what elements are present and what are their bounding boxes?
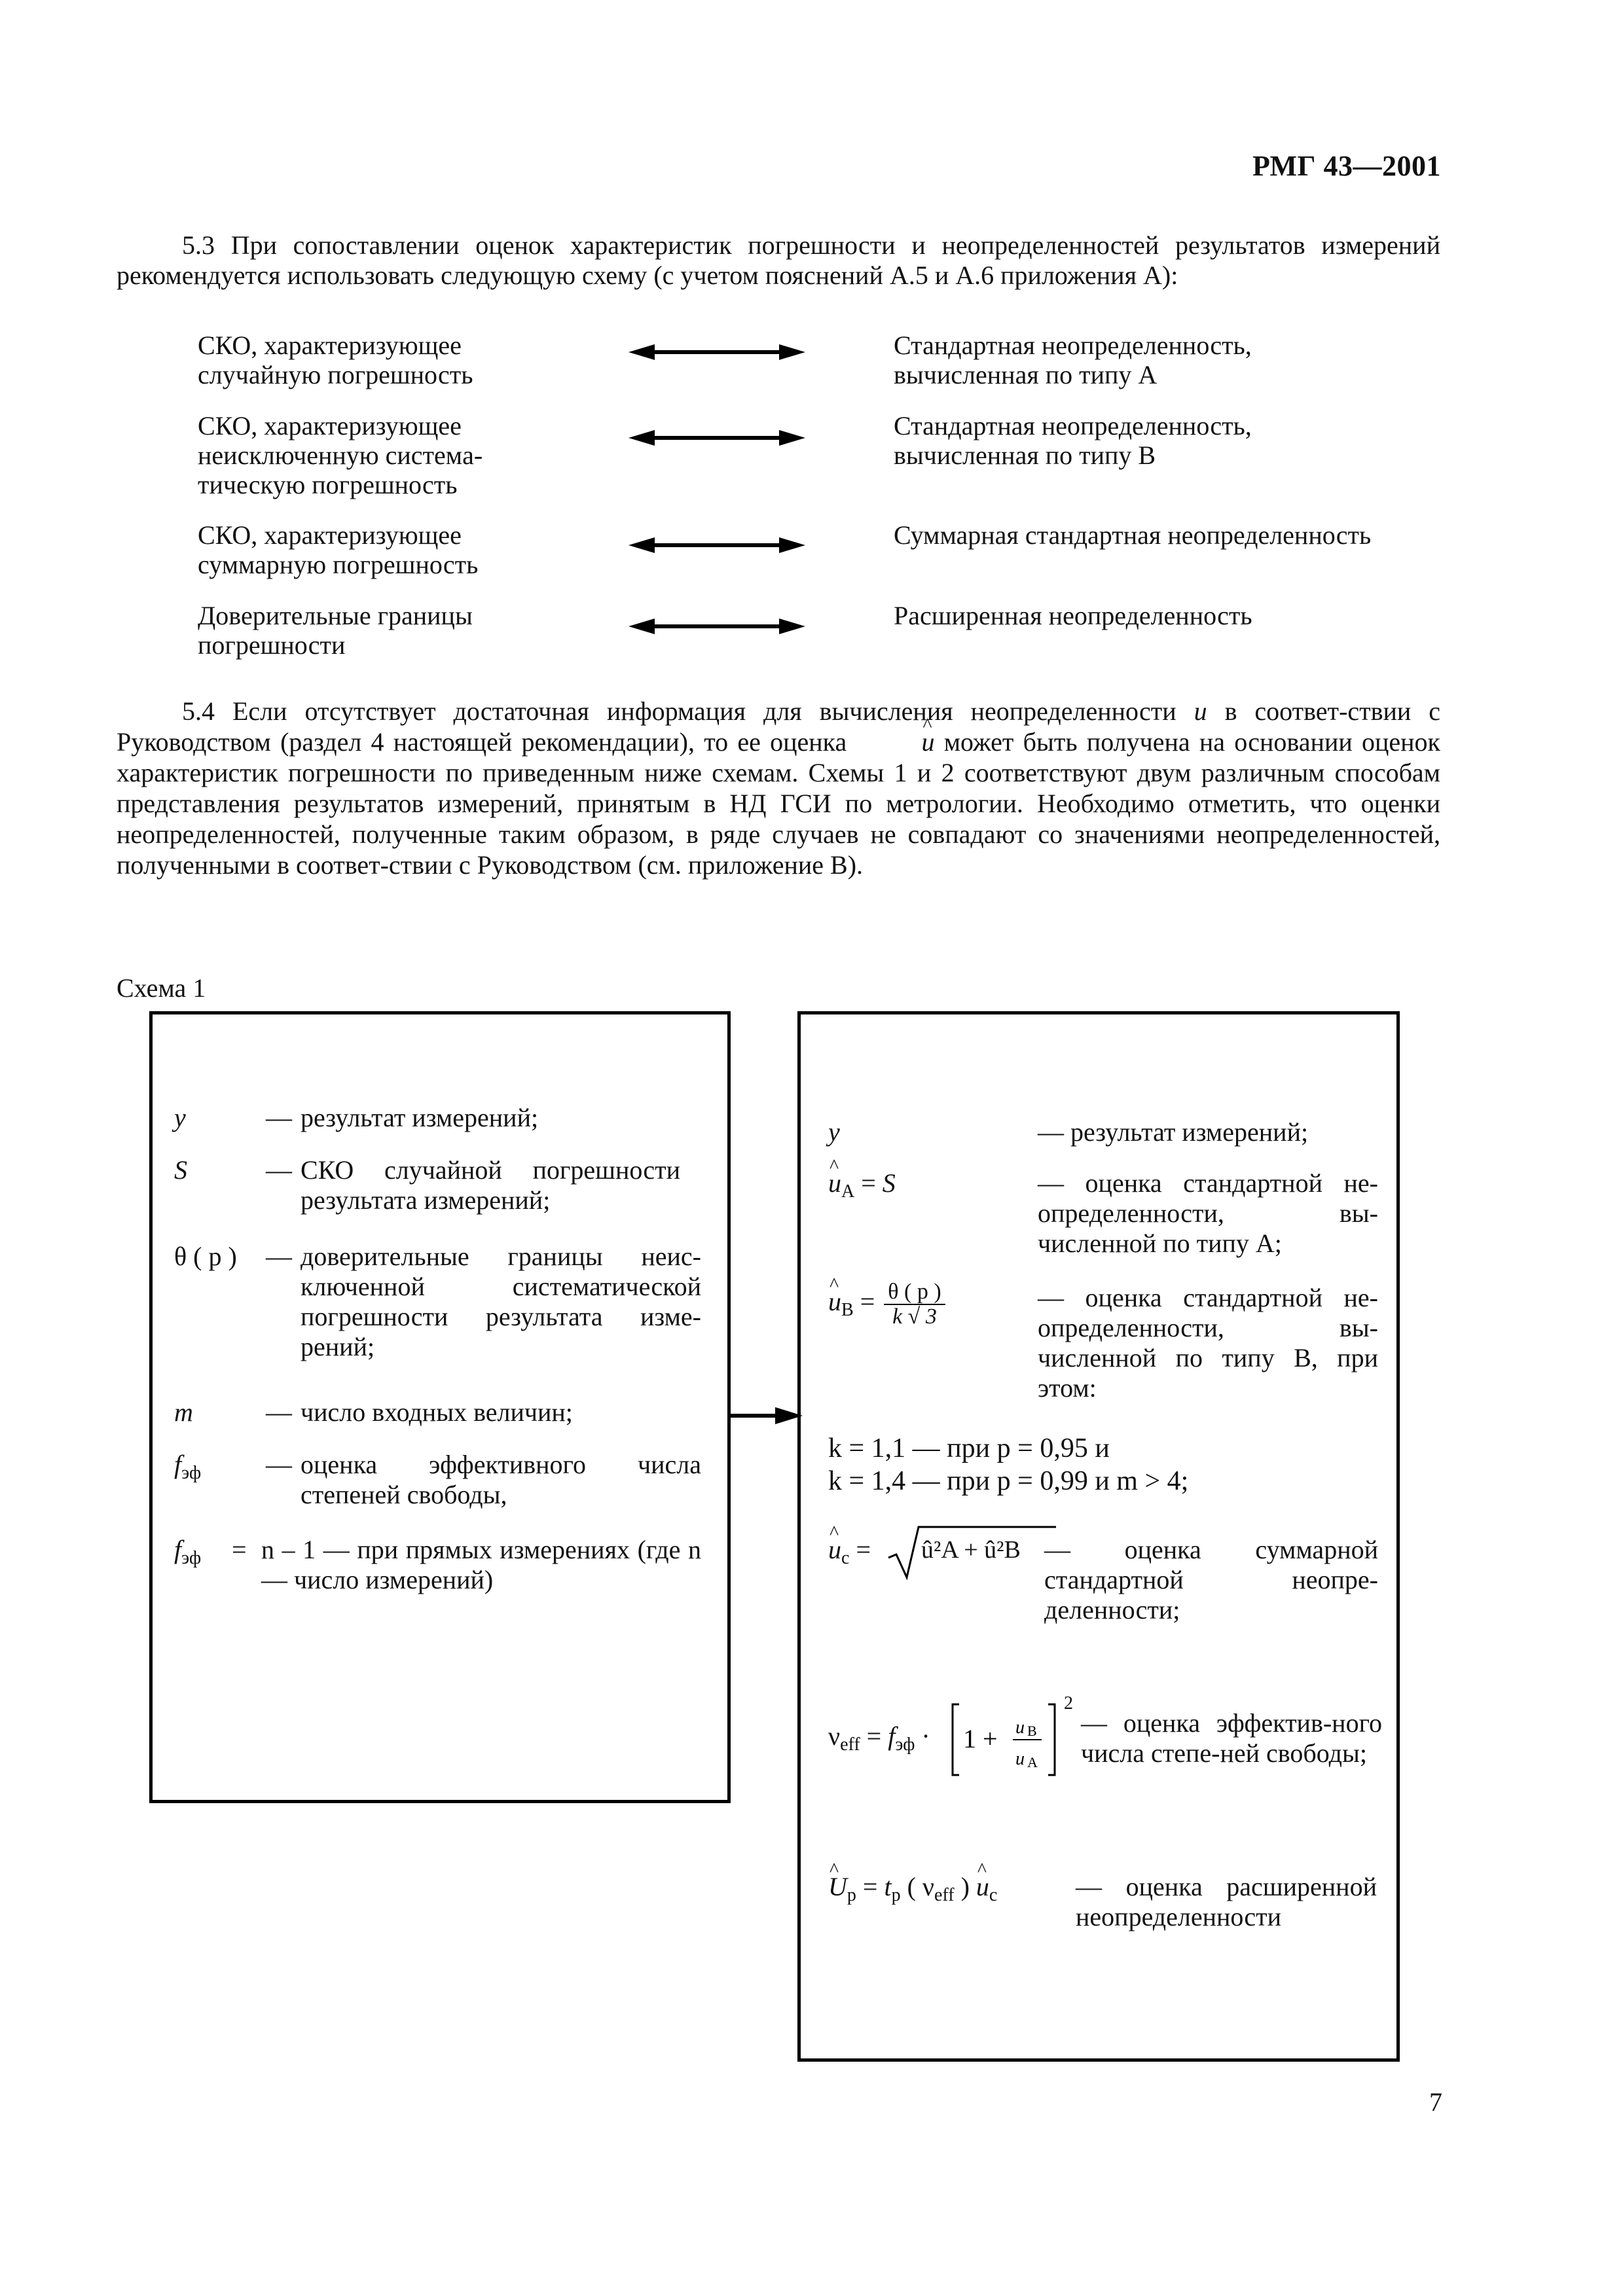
svg-text:1 +: 1 + <box>963 1724 998 1753</box>
svg-text:u: u <box>1015 1717 1025 1738</box>
section-5-3-text: 5.3 При сопоставлении оценок характеристик погрешности и неопределенностей результатов измерений рекомендуется использовать следующую схему (с учетом пояснений А.5 и А.6 приложения А): <box>117 230 1440 290</box>
comparison-right-3: Суммарная стандартная неопределенность <box>894 520 1372 550</box>
error-characteristics-box: y — результат измерений; S — СКО случайной погрешности результата измерений; θ ( p ) — доверительные границы неис-ключенной систематической погрешности результата изме-рений; m — число входных величин; $f_{эф}$ — оценка эффективного числа степеней свободы, $f_{эф}$ = n – 1 — при прямых измерениях (где n — число измерений) <box>149 1011 731 1803</box>
double-arrow-icon <box>629 617 805 636</box>
bracket-expression-icon <box>950 1702 1061 1780</box>
svg-text:B: B <box>1027 1723 1037 1739</box>
comparison-left-2: СКО, характеризующее неисключенную системa-тическую погрешность <box>198 411 483 499</box>
right-row-k1: k = 1,1 — при p = 0,95 и <box>828 1433 1110 1463</box>
right-arrow-icon <box>729 1406 803 1426</box>
section-5-3 <box>117 230 1440 291</box>
double-arrow-icon <box>629 342 805 362</box>
svg-text:u: u <box>1015 1749 1025 1769</box>
comparison-right-4: Расширенная неопределенность <box>894 601 1252 630</box>
scheme-title: Схема 1 <box>117 973 206 1003</box>
comparison-left-1: СКО, характеризующее случайную погрешность <box>198 331 473 389</box>
comparison-left-3: СКО, характеризующее суммарную погрешность <box>198 520 479 579</box>
section-5-4-text: 5.4 Если отсутствует достаточная информация для вычисления неопределенности u в соответ-ствии с Руководством (раздел 4 настоящей рекомендации), то ее оценка ^ u может быть получена на основании оценок характеристик погрешности по приведенным ниже схемам. Схемы 1 и 2 соответствуют двум различным способам представления результатов измерений, принятым в НД ГСИ по метрологии. Необходимо отметить, что оценки неопределенностей, полученные таким образом, в ряде случаев не совпадают со значениями неопределенностей, полученными в соответ-ствии с Руководством (см. приложение В). <box>117 696 1440 880</box>
right-row-k2: k = 1,4 — при p = 0,99 и m > 4; <box>828 1466 1189 1496</box>
double-arrow-icon <box>629 535 805 555</box>
comparison-right-2: Стандартная неопределенность, вычисленная по типу В <box>894 411 1252 470</box>
svg-text:A: A <box>1027 1754 1038 1770</box>
uncertainty-estimates-box: y — результат измерений; ^ $u_A = S$ — оценка стандартной не-определенности, вы-численной по типу А; ^ $u_B$ = $\frac{\theta ( p )}{k √ 3}$ — оценка стандартной не-определенности, вы-численной по типу В, при этом: k = 1,1 — при p = 0,95 и k = 1,4 — при p = 0,99 и m > 4; ^ $u_c$ = û²A + û²B — оценка суммарной стандартной неопре-деленности; $\nu_{eff} = f_{эф}$ · 1 + u B u A 2 — оценка эффектив-ного числа степе-ней свободы; ^ $U_p = t_p$ ( $\nu_{eff}$ ) ^ $u_c$ — оценка расширенной неопределенности <box>797 1011 1400 2062</box>
double-arrow-icon <box>629 428 805 448</box>
comparison-right-1: Стандартная неопределенность, вычисленная по типу А <box>894 331 1252 389</box>
comparison-left-4: Доверительные границы погрешности <box>198 601 473 660</box>
page-number: 7 <box>1429 2087 1442 2117</box>
document-id: РМГ 43—2001 <box>1252 150 1441 182</box>
section-5-4 <box>117 696 1440 880</box>
